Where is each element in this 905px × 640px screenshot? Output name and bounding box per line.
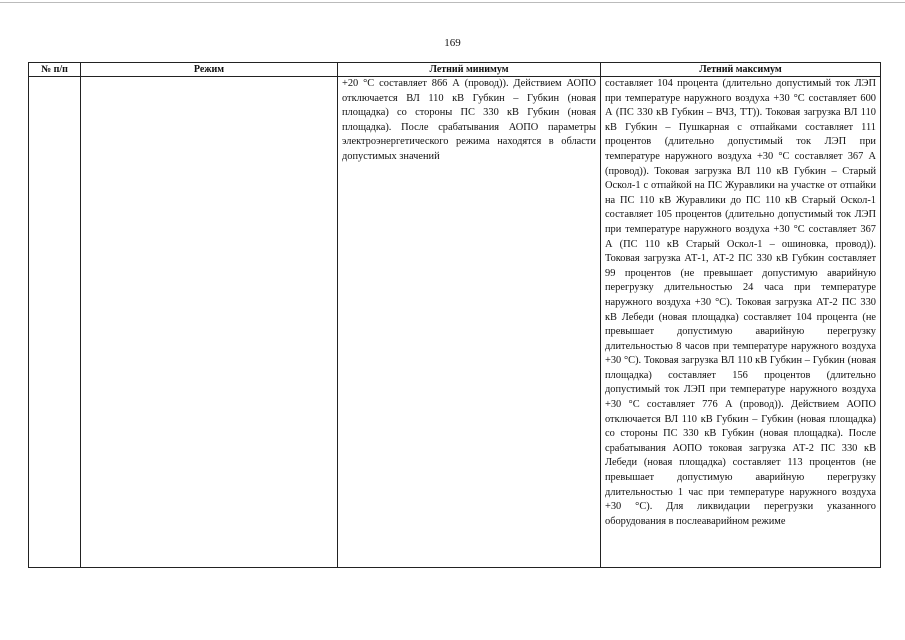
header-summer-maximum: Летний максимум bbox=[601, 63, 881, 77]
cell-summer-maximum: составляет 104 процента (длительно допустимый ток ЛЭП при температуре наружного воздуха +30 °C составляет 600 А (ПС 330 кВ Губкин – ВЧЗ, ТТ)). Токовая загрузка ВЛ 110 кВ Губкин – Пушкарная с отпайками составляет 111 процентов (длительно допустимый ток ЛЭП при температуре наружного воздуха +30 °C составляет 367 А (провод)). Токовая загрузка ВЛ 110 кВ Губкин – Старый Оскол-1 с отпайкой на ПС Журавлики на участке от отпайки на ПС 110 кВ Журавлики до ПС 110 кВ Старый Оскол-1 составляет 105 процентов (длительно допустимый ток ЛЭП при температуре наружного воздуха +30 °C составляет 367 А (ПС 110 кВ Старый Оскол-1 – ошиновка, провод)). Токовая загрузка АТ-1, АТ-2 ПС 330 кВ Губкин составляет 99 процентов (не превышает допустимую аварийную перегрузку длительностью 24 часа при температуре наружного воздуха +30 °C). Токовая загрузка АТ-2 ПС 330 кВ Лебеди (новая площадка) составляет 104 процента (не превышает допустимую аварийную перегрузку длительностью 8 часов при температуре наружного воздуха +30 °C). Токовая загрузка ВЛ 110 кВ Губкин – Губкин (новая площадка) составляет 156 процентов (длительно допустимый ток ЛЭП при температуре наружного воздуха +30 °C составляет 776 А (провод)). Действием АОПО отключается ВЛ 110 кВ Губкин – Губкин (новая площадка) со стороны ПС 330 кВ Губкин (новая площадка). После срабатывания АОПО токовая загрузка АТ-2 ПС 330 кВ Лебеди (новая площадка) составляет 113 процентов (не превышает допустимую аварийную перегрузку длительностью 1 час при температуре наружного воздуха +30 °C). Для ликвидации перегрузки указанного оборудования в послеаварийном режиме bbox=[601, 77, 881, 568]
header-row-number: № п/п bbox=[29, 63, 81, 77]
header-mode: Режим bbox=[81, 63, 338, 77]
table-header-row bbox=[29, 63, 881, 77]
regime-table bbox=[28, 62, 881, 568]
table-row bbox=[29, 77, 881, 568]
page-number: 169 bbox=[444, 37, 461, 49]
scan-edge-top bbox=[0, 2, 905, 3]
cell-row-number bbox=[29, 77, 81, 568]
header-summer-minimum: Летний минимум bbox=[338, 63, 601, 77]
cell-summer-minimum: +20 °C составляет 866 А (провод)). Действием АОПО отключается ВЛ 110 кВ Губкин – Губкин (новая площадка) со стороны ПС 330 кВ Губкин (новая площадка). После срабатывания АОПО параметры электроэнергетического режима находятся в области допустимых значений bbox=[338, 77, 601, 568]
cell-mode bbox=[81, 77, 338, 568]
